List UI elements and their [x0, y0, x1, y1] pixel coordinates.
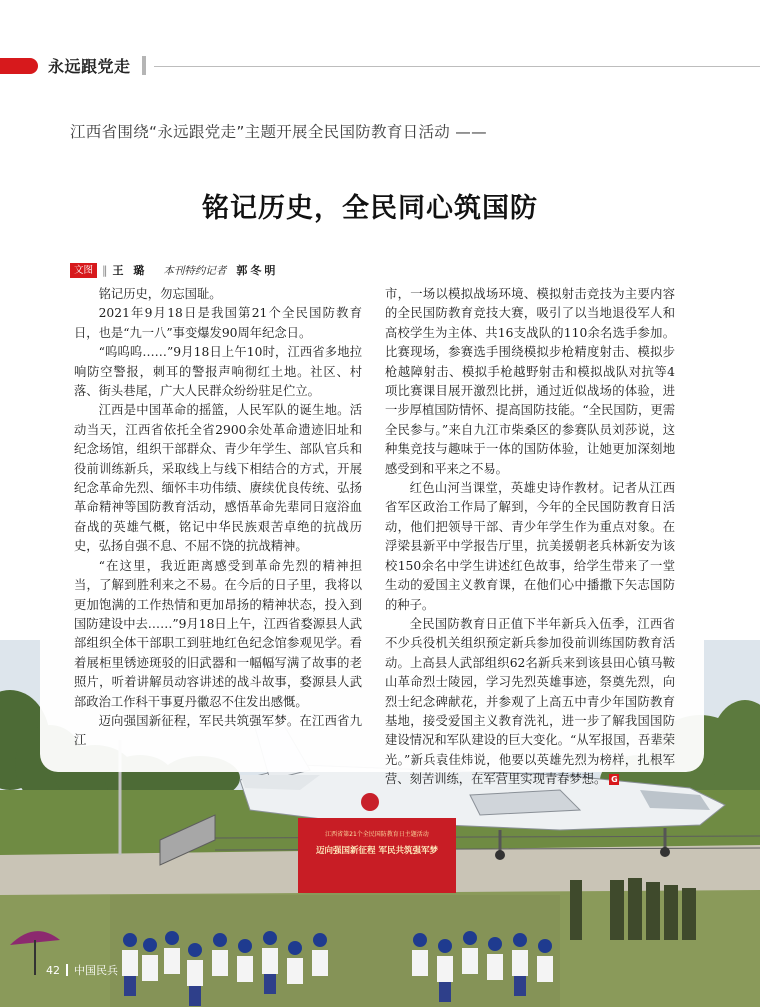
paragraph: “在这里，我近距离感受到革命先烈的精神担当，了解到胜利来之不易。在今后的日子里，我将以更加饱满的工作热情和更加昂扬的精神状态，投入到国防建设中去……”9月18日上午，江西省婺源县人武部组织全体干部职工到驻地红色纪念馆参观见学。看着展柜里锈迹斑驳的旧武器和一幅幅写满了故事的老照片，听着讲解员动容讲述的战斗故事，婺源县人武部政治工作科干事夏丹徽忍不住发出感慨。: [74, 558, 362, 709]
byline-reporter: 郭冬明: [236, 264, 279, 277]
footer-divider: [66, 964, 68, 976]
paragraph-text: 全民国防教育日正值下半年新兵入伍季，江西省不少兵役机关组织预定新兵参加役前训练国防教育活动。上高县人武部组织62名新兵来到该县田心镇马鞍山革命烈士陵园，学习先烈英雄事迹，祭奠先烈，向烈士纪念碑献花，并参观了上高五中青少年国防教育基地，接受爱国主义教育洗礼，进一步了解我国国防建设情况和军队建设的巨大变化。“从军报国，吾辈荣光。”新兵袁佳炜说，他要以英雄先烈为榜样，扎根军营、刻苦训练，在军营里实现青春梦想。: [385, 616, 675, 787]
page-footer: [46, 962, 118, 978]
byline-role: 本刊特约记者: [163, 264, 227, 277]
paragraph: [385, 615, 675, 790]
section-header: [0, 52, 760, 80]
photo-banner-line2: 迈向强国新征程 军民共筑强军梦: [316, 846, 438, 856]
article-column-right: [385, 285, 675, 790]
paragraph: 红色山河当课堂，英雄史诗作教材。记者从江西省军区政治工作局了解到，今年的全民国防教育日活动，他们把领导干部、青少年学生作为重点对象。在浮梁县新平中学报告厅里，抗美援朝老兵林新安为该校150余名中学生讲述红色故事，给学生带来了一堂生动的爱国主义教育课，在他们心中播撒下矢志国防的种子。: [385, 481, 675, 612]
paragraph: 2021年9月18日是我国第21个全民国防教育日，也是“九一八”事变爆发90周年纪念日。: [74, 306, 362, 340]
article-kicker: 江西省围绕“永远跟党走”主题开展全民国防教育日活动 ——: [70, 123, 487, 141]
byline: [70, 262, 278, 278]
photo-banner-line1: 江西省第21个全民国防教育日主题活动: [325, 831, 429, 838]
paragraph: 市，一场以模拟战场环境、模拟射击竞技为主要内容的全民国防教育竞技大赛，吸引了以当地退役军人和高校学生为主体、共16支战队的110余名选手参加。比赛现场，参赛选手围绕模拟步枪精度射击、模拟步枪越障射击、模拟手枪越野射击和模拟战队对抗等4项比赛课目展开激烈比拼，通过近似战场的体验，进一步厚植国防情怀、提高国防技能。“全民国防，更需全民参与。”来自九江市柴桑区的参赛队员刘莎说，这种集竞技与趣味于一体的国防体验，让她更加深刻地感受到和平来之不易。: [385, 287, 675, 476]
page-number: 42: [46, 963, 60, 977]
section-tab-marker: [0, 58, 38, 74]
paragraph: 铭记历史，勿忘国耻。: [98, 287, 222, 301]
section-rule: [154, 66, 760, 67]
crowd: [110, 895, 560, 1007]
byline-tag: 文图: [70, 263, 97, 278]
section-name: 永远跟党走: [48, 57, 131, 76]
paragraph: “呜呜呜……”9月18日上午10时，江西省多地拉响防空警报，刺耳的警报声响彻红土地。社区、村落、街头巷尾，广大人民群众纷纷驻足伫立。: [74, 345, 362, 399]
paragraph: 江西是中国革命的摇篮，人民军队的诞生地。活动当天，江西省依托全省2900余处革命遗迹旧址和纪念场馆，组织干部群众、青少年学生、部队官兵和役前训练新兵，采取线上与线下相结合的方式，开展纪念革命先烈、缅怀丰功伟绩、赓续优良传统、弘扬革命精神等国防教育活动，感悟革命先辈同日寇浴血奋战的英雄气概，铭记中华民族艰苦卓绝的抗战历史，弘扬自强不息、不屈不饶的抗战精神。: [74, 403, 362, 554]
publication-name: 中国民兵: [74, 964, 118, 977]
byline-separator: ‖: [102, 263, 108, 277]
byline-author: 王 璐: [112, 264, 148, 277]
article-column-left: [74, 285, 362, 751]
article-headline: 铭记历史，全民同心筑国防: [202, 193, 538, 224]
end-mark-icon: G: [611, 775, 618, 785]
paragraph: 迈向强国新征程，军民共筑强军梦。在江西省九江: [74, 713, 362, 748]
section-divider: [142, 56, 146, 75]
